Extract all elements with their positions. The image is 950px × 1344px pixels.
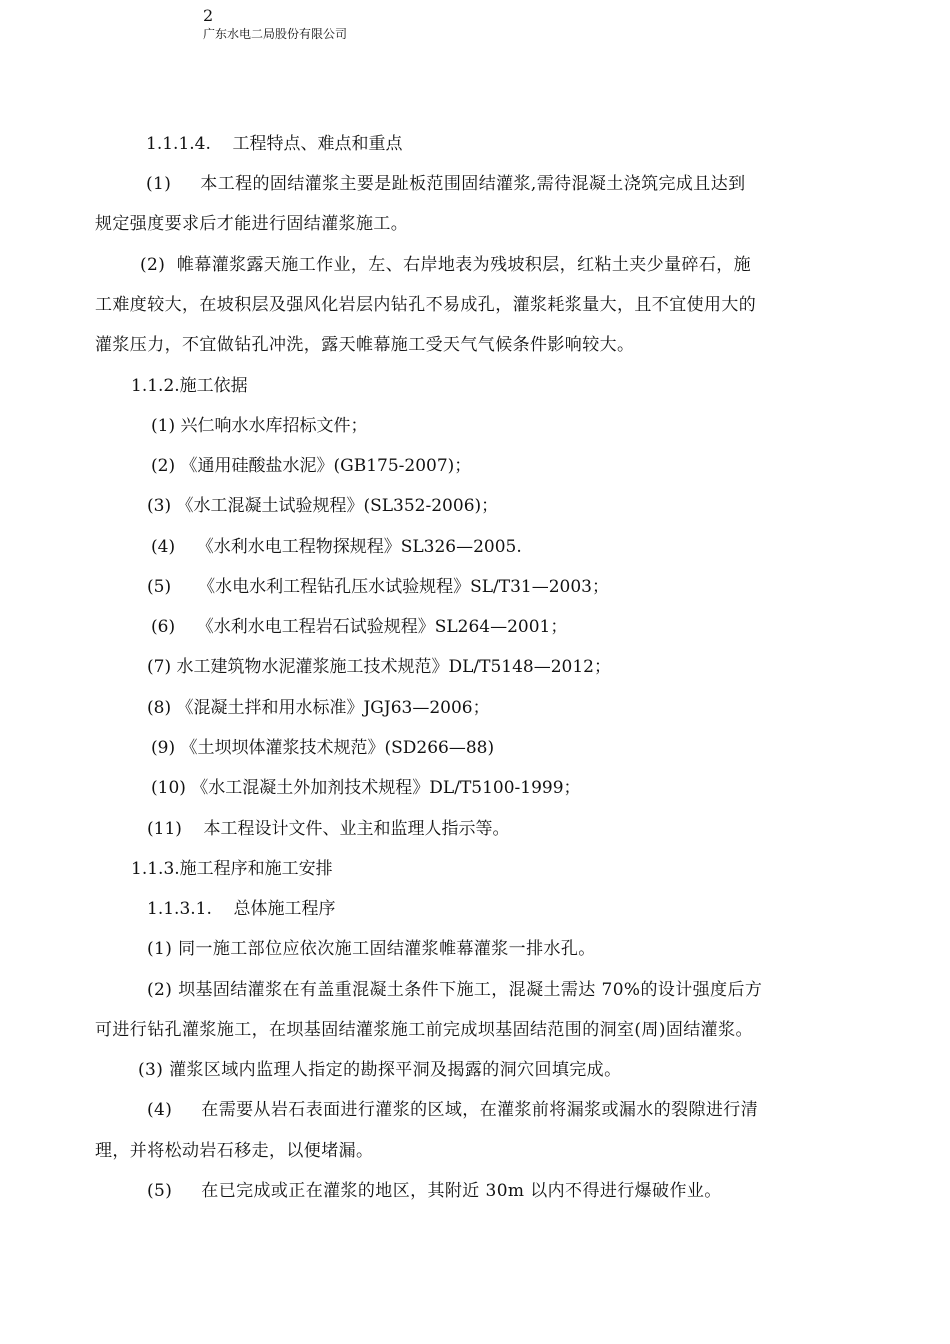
list-item: (3) 《水工混凝土试验规程》(SL352-2006)；	[147, 496, 499, 516]
paragraph-line: 灌浆压力，不宜做钻孔冲洗，露天帷幕施工受天气气候条件影响较大。	[95, 335, 635, 355]
paragraph-line: (1) 本工程的固结灌浆主要是趾板范围固结灌浆,需待混凝土浇筑完成且达到	[146, 174, 746, 194]
list-item: (11) 本工程设计文件、业主和监理人指示等。	[147, 819, 510, 839]
list-item: (9) 《土坝坝体灌浆技术规范》(SD266—88)	[151, 738, 495, 758]
list-item: (8) 《混凝土拌和用水标准》JGJ63—2006；	[147, 698, 490, 718]
list-item: (4) 《水利水电工程物探规程》SL326—2005.	[151, 537, 522, 557]
paragraph-line: 规定强度要求后才能进行固结灌浆施工。	[95, 214, 409, 234]
list-item: (1) 兴仁响水水库招标文件；	[151, 416, 368, 436]
list-item: (6) 《水利水电工程岩石试验规程》SL264—2001；	[151, 617, 568, 637]
paragraph-line: (5) 在已完成或正在灌浆的地区，其附近 30m 以内不得进行爆破作业。	[147, 1181, 722, 1201]
section-heading-112: 1.1.2.施工依据	[131, 376, 248, 396]
company-name: 广东水电二局股份有限公司	[203, 27, 348, 41]
list-item: (7) 水工建筑物水泥灌浆施工技术规范》DL/T5148—2012；	[147, 657, 611, 677]
paragraph-line: 可进行钻孔灌浆施工，在坝基固结灌浆施工前完成坝基固结范围的洞室(周)固结灌浆。	[95, 1020, 753, 1040]
paragraph-line: (2) 坝基固结灌浆在有盖重混凝土条件下施工，混凝土需达 70%的设计强度后方	[147, 980, 763, 1000]
list-item: (2) 《通用硅酸盐水泥》(GB175-2007)；	[151, 456, 472, 476]
paragraph-line: 理，并将松动岩石移走，以便堵漏。	[95, 1141, 374, 1161]
section-heading-1114: 1.1.1.4. 工程特点、难点和重点	[146, 134, 403, 154]
paragraph-line: (3) 灌浆区域内监理人指定的勘探平洞及揭露的洞穴回填完成。	[138, 1060, 622, 1080]
list-item: (10) 《水工混凝土外加剂技术规程》DL/T5100-1999；	[151, 778, 581, 798]
paragraph-line: (4) 在需要从岩石表面进行灌浆的区域，在灌浆前将漏浆或漏水的裂隙进行清	[147, 1100, 759, 1120]
list-item: (5) 《水电水利工程钻孔压水试验规程》SL/T31—2003；	[147, 577, 609, 597]
section-heading-113: 1.1.3.施工程序和施工安排	[131, 859, 333, 879]
paragraph-line: (1) 同一施工部位应依次施工固结灌浆帷幕灌浆一排水孔。	[147, 939, 596, 959]
section-heading-1131: 1.1.3.1. 总体施工程序	[147, 899, 336, 919]
paragraph-line: 工难度较大，在坡积层及强风化岩层内钻孔不易成孔，灌浆耗浆量大，且不宜使用大的	[95, 295, 757, 315]
paragraph-line: (2) 帷幕灌浆露天施工作业，左、右岸地表为残坡积层，红粘土夹少量碎石，施	[140, 255, 752, 275]
page-number: 2	[203, 6, 214, 25]
